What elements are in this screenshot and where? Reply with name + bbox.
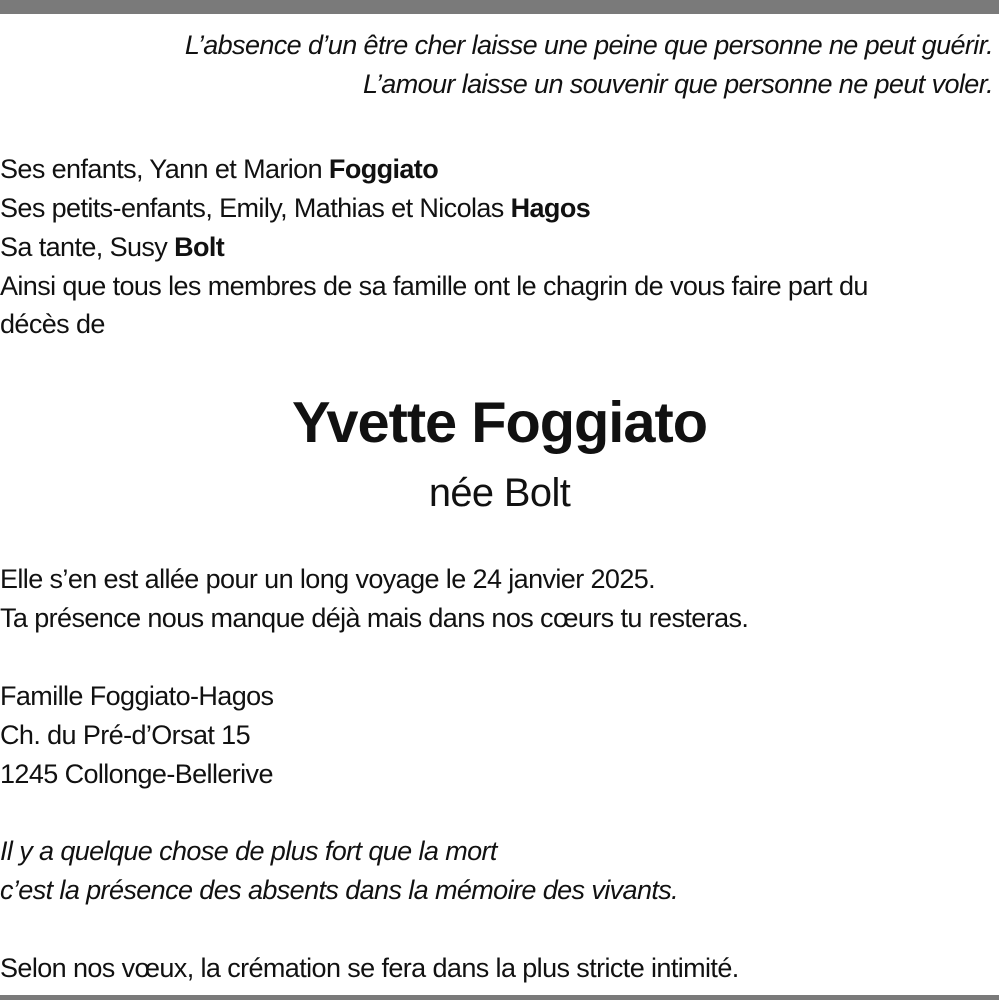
aunt-line	[0, 230, 224, 264]
closing-quote-line-2: c’est la présence des absents dans la mémoire des vivants.	[0, 875, 679, 905]
cremation-notice: Selon nos vœux, la crémation se fera dans la plus stricte intimité.	[0, 953, 739, 983]
children-surname: Foggiato	[328, 154, 439, 184]
message-line-2: Ta présence nous manque déjà mais dans nos cœurs tu resteras.	[0, 603, 749, 633]
bottom-divider	[0, 995, 999, 1000]
aunt-text: Sa tante, Susy	[0, 232, 175, 262]
grandchildren-surname: Hagos	[510, 193, 591, 223]
message-line-1: Elle s’en est allée pour un long voyage le 24 janvier 2025.	[0, 564, 656, 594]
announcement-line-1: Ainsi que tous les membres de sa famille ont le chagrin de vous faire part du	[0, 271, 868, 301]
family-signature: Famille Foggiato-Hagos	[0, 681, 274, 711]
opening-quote-line-2: L’amour laisse un souvenir que personne ne peut voler.	[362, 69, 993, 99]
children-line	[0, 152, 438, 186]
deceased-name: Yvette Foggiato	[292, 391, 707, 455]
children-text: Ses enfants, Yann et Marion	[0, 154, 329, 184]
opening-quote-line-1: L’absence d’un être cher laisse une peine que personne ne peut guérir.	[184, 30, 993, 60]
top-divider	[0, 0, 999, 14]
grandchildren-text: Ses petits-enfants, Emily, Mathias et Nicolas	[0, 193, 511, 223]
closing-quote-line-1: Il y a quelque chose de plus fort que la mort	[0, 836, 497, 866]
aunt-surname: Bolt	[174, 232, 225, 262]
address-street: Ch. du Pré-d’Orsat 15	[0, 720, 251, 750]
grandchildren-line	[0, 191, 590, 225]
maiden-name: née Bolt	[428, 471, 571, 515]
address-city: 1245 Collonge-Bellerive	[0, 759, 273, 789]
announcement-line-2: décès de	[0, 309, 105, 339]
